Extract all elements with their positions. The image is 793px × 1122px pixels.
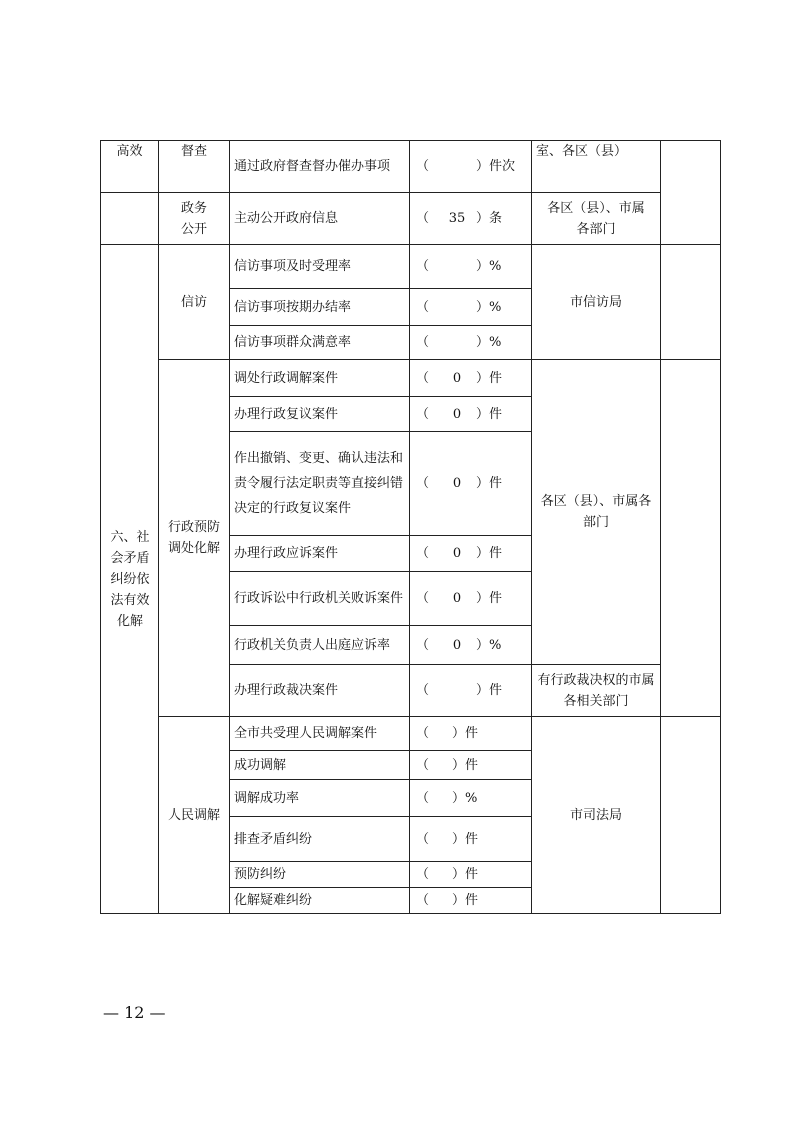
dept-cell — [532, 717, 661, 914]
dept-label: 各区（县）、市属各部门 — [540, 494, 652, 530]
dept-label: 市司法局 — [569, 807, 622, 823]
amount-unit: ）件 — [476, 683, 503, 698]
open-paren: （ — [416, 159, 430, 174]
amount-unit: ）% — [476, 299, 502, 315]
amount-unit: ）件 — [452, 757, 479, 773]
category-cell — [101, 245, 159, 914]
page-number: — 12 — — [103, 1003, 166, 1022]
amount-cell — [410, 780, 532, 817]
item-cell — [230, 193, 410, 245]
amount-cell — [410, 289, 532, 326]
item-label: 行政诉讼中行政机关败诉案件 — [234, 591, 404, 606]
open-paren: （ — [416, 893, 430, 908]
amount-unit: ）% — [476, 259, 502, 274]
subcategory-label: 人民调解 — [167, 807, 220, 823]
remarks-cell — [661, 360, 721, 717]
open-paren: （ — [416, 259, 430, 274]
item-label: 信访事项群众满意率 — [234, 335, 352, 350]
item-label: 调处行政调解案件 — [234, 370, 339, 386]
open-paren: （ — [416, 831, 430, 847]
amount-unit: ）件 — [452, 831, 479, 847]
amount-unit: ）件 — [452, 893, 479, 908]
item-label: 化解疑难纠纷 — [234, 893, 313, 908]
subcategory-label: 行政预防调处化解 — [167, 520, 220, 556]
open-paren: （ — [416, 211, 430, 226]
amount-cell — [410, 751, 532, 780]
amount-unit: ）件 — [476, 476, 503, 491]
amount-value: 0 — [452, 637, 462, 653]
item-cell — [230, 717, 410, 751]
amount-cell — [410, 360, 532, 397]
subcategory-label: 政务公开 — [180, 200, 207, 237]
dept-cell — [532, 141, 661, 193]
amount-value: 0 — [452, 591, 462, 606]
item-label: 主动公开政府信息 — [234, 211, 339, 226]
item-cell — [230, 862, 410, 888]
item-cell — [230, 626, 410, 665]
remarks-cell — [661, 245, 721, 360]
amount-value: 0 — [452, 476, 462, 491]
item-label: 通过政府督查督办催办事项 — [234, 159, 391, 174]
amount-unit: ）件 — [452, 867, 479, 882]
item-label: 排查矛盾纠纷 — [234, 831, 313, 847]
item-cell — [230, 817, 410, 862]
dept-label: 室、各区（县） — [536, 144, 628, 159]
open-paren: （ — [416, 637, 430, 653]
subcategory-cell — [159, 360, 230, 717]
item-label: 调解成功率 — [234, 790, 300, 806]
amount-unit: ）件次 — [476, 159, 516, 174]
amount-cell — [410, 141, 532, 193]
category-cell — [101, 141, 159, 193]
amount-cell — [410, 326, 532, 360]
amount-cell — [410, 717, 532, 751]
subcategory-cell — [159, 141, 230, 193]
amount-unit: ）% — [476, 637, 502, 653]
open-paren: （ — [416, 683, 430, 698]
amount-cell — [410, 888, 532, 914]
amount-value: 0 — [452, 370, 462, 386]
item-cell — [230, 780, 410, 817]
item-label: 作出撤销、变更、确认违法和责令履行法定职责等直接纠错决定的行政复议案件 — [234, 451, 404, 516]
amount-cell — [410, 193, 532, 245]
amount-cell — [410, 245, 532, 289]
open-paren: （ — [416, 726, 430, 741]
amount-unit: ）件 — [476, 546, 503, 561]
amount-cell — [410, 572, 532, 626]
amount-value: 0 — [452, 406, 462, 422]
subcategory-cell — [159, 245, 230, 360]
item-cell — [230, 397, 410, 432]
remarks-cell — [661, 141, 721, 245]
item-label: 全市共受理人民调解案件 — [234, 726, 378, 741]
item-cell — [230, 572, 410, 626]
amount-unit: ）件 — [476, 370, 503, 386]
remarks-cell — [661, 717, 721, 914]
amount-value: 35 — [448, 211, 466, 226]
table-row — [101, 141, 721, 193]
table-row — [101, 717, 721, 751]
item-cell — [230, 360, 410, 397]
dept-label: 市信访局 — [569, 294, 622, 310]
subcategory-label: 信访 — [180, 294, 207, 310]
open-paren: （ — [416, 867, 430, 882]
amount-cell — [410, 626, 532, 665]
open-paren: （ — [416, 299, 430, 315]
subcategory-cell — [159, 193, 230, 245]
item-cell — [230, 751, 410, 780]
open-paren: （ — [416, 790, 430, 806]
category-label: 六、社会矛盾纠纷依法有效化解 — [110, 529, 150, 629]
open-paren: （ — [416, 406, 430, 422]
indicator-table — [100, 140, 721, 914]
item-label: 信访事项按期办结率 — [234, 299, 352, 315]
open-paren: （ — [416, 757, 430, 773]
item-label: 办理行政裁决案件 — [234, 683, 339, 698]
amount-cell — [410, 432, 532, 536]
item-label: 成功调解 — [234, 757, 287, 773]
item-label: 办理行政复议案件 — [234, 406, 339, 422]
dept-cell — [532, 665, 661, 717]
dept-label: 各区（县）、市属各部门 — [547, 200, 645, 237]
item-cell — [230, 888, 410, 914]
item-label: 行政机关负责人出庭应诉率 — [234, 637, 391, 653]
subcategory-label: 督查 — [180, 144, 207, 159]
open-paren: （ — [416, 591, 430, 606]
item-cell — [230, 289, 410, 326]
item-cell — [230, 245, 410, 289]
dept-label: 有行政裁决权的市属各相关部门 — [537, 672, 655, 709]
amount-unit: ）条 — [476, 211, 503, 226]
dept-cell — [532, 193, 661, 245]
amount-unit: ）% — [452, 790, 478, 806]
open-paren: （ — [416, 476, 430, 491]
amount-unit: ）件 — [452, 726, 479, 741]
table-row — [101, 193, 721, 245]
item-cell — [230, 665, 410, 717]
amount-cell — [410, 397, 532, 432]
item-cell — [230, 141, 410, 193]
amount-unit: ）% — [476, 335, 502, 350]
item-cell — [230, 536, 410, 572]
category-label: 高效 — [116, 144, 143, 159]
dept-cell — [532, 245, 661, 360]
amount-value: 0 — [452, 546, 462, 561]
item-cell — [230, 326, 410, 360]
item-label: 预防纠纷 — [234, 867, 287, 882]
open-paren: （ — [416, 370, 430, 386]
item-label: 信访事项及时受理率 — [234, 259, 352, 274]
table-row — [101, 245, 721, 289]
amount-unit: ）件 — [476, 591, 503, 606]
amount-cell — [410, 862, 532, 888]
open-paren: （ — [416, 546, 430, 561]
item-cell — [230, 432, 410, 536]
amount-cell — [410, 536, 532, 572]
subcategory-cell — [159, 717, 230, 914]
amount-unit: ）件 — [476, 406, 503, 422]
item-label: 办理行政应诉案件 — [234, 546, 339, 561]
open-paren: （ — [416, 335, 430, 350]
dept-cell — [532, 360, 661, 665]
category-cell — [101, 193, 159, 245]
table-row — [101, 360, 721, 397]
amount-cell — [410, 817, 532, 862]
amount-cell — [410, 665, 532, 717]
